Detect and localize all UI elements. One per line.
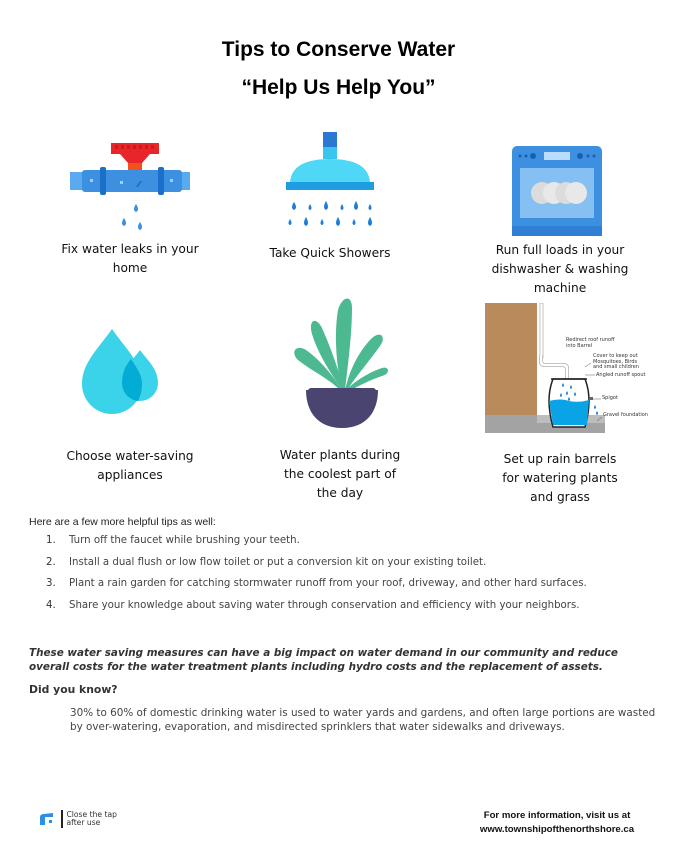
faucet-logo-icon: [39, 812, 55, 826]
did-you-know-heading: Did you know?: [29, 683, 118, 696]
more-tips-intro: Here are a few more helpful tips as well:: [29, 516, 216, 528]
list-item: [46, 530, 666, 552]
tip-card-water-plants: [250, 294, 430, 504]
page-subtitle: [0, 76, 677, 100]
tip-card-full-loads: [470, 146, 650, 296]
footer-divider: [61, 810, 63, 828]
list-text: Plant a rain garden for catching stormwater runoff from your roof, driveway, and other hard surfaces.: [69, 578, 587, 589]
leaking-pipe-icon: [70, 143, 190, 235]
subtitle-open-quote: “: [241, 76, 252, 99]
caption-line: the coolest part of: [284, 467, 396, 481]
tip-caption: [470, 450, 650, 507]
label-redirect-line: Redirect roof runoff: [566, 337, 615, 343]
tip-caption: [250, 244, 410, 263]
label-redirect-line: into Barrel: [566, 342, 593, 349]
label-spigot: Spigot: [602, 395, 618, 401]
footer-url-link[interactable]: www.townshipofthenorthshore.ca: [479, 824, 635, 835]
list-text: Share your knowledge about saving water through conservation and efficiency with your neighbors.: [69, 599, 580, 611]
subtitle-help-word: Help: [251, 76, 298, 99]
footer-info-line: For more information, visit us at: [483, 810, 631, 821]
label-cover-line: Cover to keep out: [593, 353, 638, 359]
label-cover-line: and small children: [593, 364, 639, 371]
list-number: 2.: [46, 556, 56, 568]
subtitle-rest: Us Help You”: [297, 76, 436, 99]
impact-statement: These water saving measures can have a big impact on water demand in our community and reduce overall costs for the water treatment plants including hydro costs and the replacement of assets.: [29, 647, 618, 673]
tagline-line: after use: [66, 818, 101, 827]
page-title: Tips to Conserve Water: [221, 38, 456, 61]
caption-line: Take Quick Showers: [269, 246, 391, 260]
caption-line: Set up rain barrels: [503, 452, 617, 466]
tip-card-fix-leaks: [40, 140, 220, 280]
tip-card-rain-barrels: [470, 300, 670, 505]
tagline-line: Close the tap: [66, 809, 117, 819]
list-item: [46, 595, 666, 617]
caption-line: home: [112, 261, 148, 275]
footer-logo: [39, 810, 117, 828]
caption-line: for watering plants: [502, 471, 618, 485]
list-number: 4.: [46, 599, 56, 611]
footer-tagline: [67, 811, 117, 828]
caption-line: Run full loads in your: [495, 243, 625, 257]
list-item: [46, 573, 666, 595]
tip-caption: [40, 447, 220, 485]
list-number: 3.: [46, 578, 56, 589]
more-tips-list: [46, 530, 666, 616]
caption-line: machine: [533, 281, 587, 295]
water-drops-icon: [78, 329, 162, 417]
label-redirect: [566, 338, 615, 349]
list-text: Install a dual flush or low flow toilet or put a conversion kit on your existing toilet.: [69, 556, 487, 568]
potted-plant-icon: [290, 294, 390, 434]
tip-caption: [470, 241, 650, 298]
dishwasher-icon: [512, 146, 602, 236]
label-cover: [593, 354, 639, 371]
label-spout: Angled runoff spout: [596, 372, 646, 378]
label-gravel: Gravel foundation: [603, 412, 648, 418]
did-you-know-fact: 30% to 60% of domestic drinking water is used to water yards and gardens, and often large portions are wasted by over-watering, evaporation, and misdirected sprinklers that water sidewalks and driveways.: [70, 707, 656, 733]
list-number: 1.: [46, 535, 56, 546]
caption-line: appliances: [97, 468, 163, 482]
label-cover-line: Mosquitoes, Birds: [593, 358, 638, 365]
caption-line: dishwasher & washing: [491, 262, 629, 276]
footer-info: [462, 809, 652, 837]
tip-card-quick-showers: [250, 132, 410, 272]
caption-line: Choose water-saving: [66, 449, 194, 463]
caption-line: the day: [316, 486, 364, 500]
tip-caption: [40, 240, 220, 278]
rain-barrel-diagram: [485, 303, 605, 433]
list-item: [46, 552, 666, 574]
tip-caption: [250, 446, 430, 503]
caption-line: Fix water leaks in your: [61, 242, 199, 256]
caption-line: Water plants during: [279, 448, 401, 462]
caption-line: and grass: [530, 490, 590, 504]
tip-card-water-saving-appliances: [40, 325, 220, 485]
shower-head-icon: [282, 132, 378, 236]
list-text: Turn off the faucet while brushing your teeth.: [69, 535, 300, 546]
